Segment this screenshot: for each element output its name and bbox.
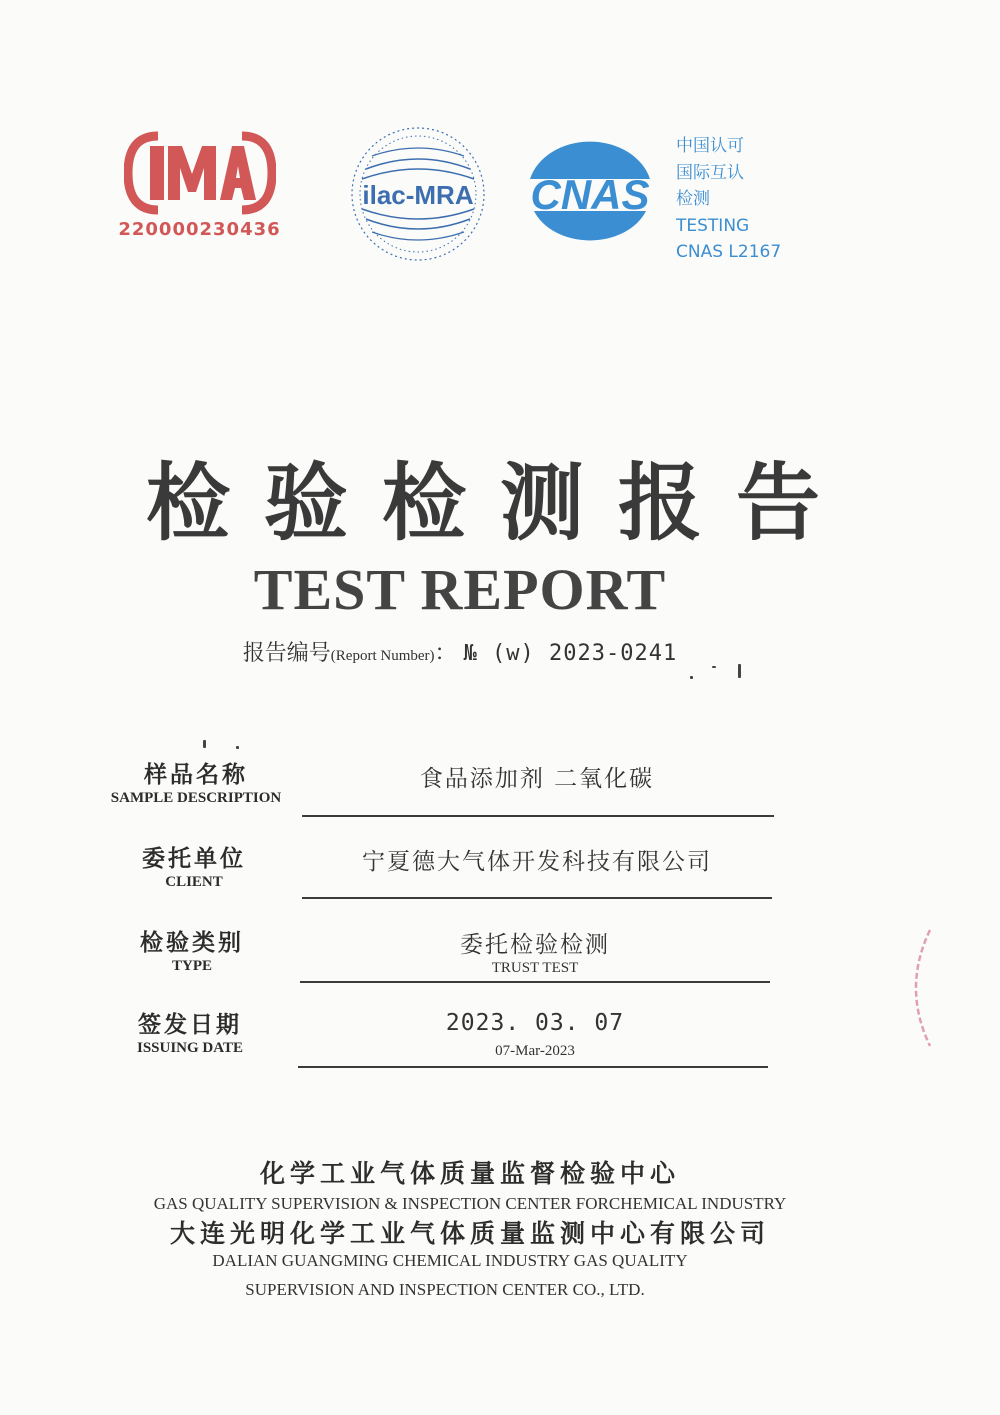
cnas-line-4: TESTING — [676, 215, 750, 236]
sample-underline — [302, 815, 774, 817]
type-value-en: TRUST TEST — [491, 960, 579, 976]
ilac-mra-logo — [348, 124, 488, 264]
issuing-date-value: 2023. 03. 07 — [445, 1010, 625, 1036]
issuing-date-value-en: 07-Mar-2023 — [495, 1043, 575, 1059]
cnas-line-1: 中国认可 — [676, 136, 744, 156]
cnas-line-3: 检测 — [676, 189, 710, 209]
title-chinese: 检验检测报告 — [145, 453, 854, 552]
report-number-label-cn: 报告编号 — [242, 641, 331, 666]
issuing-date-label-en: ISSUING DATE — [136, 1040, 243, 1056]
type-value: 委托检验检测 — [460, 932, 610, 958]
cma-logo — [124, 128, 276, 218]
cnas-mark-text: CNAS — [530, 171, 650, 218]
client-label-en: CLIENT — [165, 874, 223, 890]
footer-org2-cn: 大连光明化学工业气体质量监测中心有限公司 — [169, 1219, 770, 1248]
cma-certificate-number: 220000230436 — [118, 219, 281, 240]
footer-org2-en-line1: DALIAN GUANGMING CHEMICAL INDUSTRY GAS QUALITY — [212, 1251, 688, 1270]
scan-speck — [738, 664, 741, 678]
issuing-date-label-cn: 签发日期 — [138, 1011, 242, 1038]
type-underline — [300, 981, 770, 983]
cnas-line-2: 国际互认 — [676, 162, 744, 183]
scan-speck — [712, 666, 716, 668]
report-number-label-en: (Report Number) — [330, 648, 435, 664]
ilac-mark-text: ilac-MRA — [362, 180, 474, 210]
client-value: 宁夏德大气体开发科技有限公司 — [362, 849, 712, 875]
issuing-date-underline — [298, 1066, 768, 1068]
cnas-line-5: CNAS L2167 — [676, 242, 782, 262]
report-number-row — [0, 636, 920, 667]
footer-org1-cn: 化学工业气体质量监督检验中心 — [259, 1159, 680, 1188]
scan-speck — [203, 740, 206, 748]
sample-value: 食品添加剂 二氧化碳 — [419, 766, 655, 792]
type-label-cn: 检验类别 — [140, 929, 244, 956]
title-english: TEST REPORT — [253, 557, 667, 622]
report-number-value: № (w) 2023-0241 — [463, 641, 678, 666]
scan-speck — [236, 746, 239, 749]
client-underline — [302, 897, 772, 899]
scan-speck — [690, 676, 693, 679]
cnas-logo — [510, 133, 670, 253]
client-label-cn: 委托单位 — [142, 845, 246, 872]
report-number-colon: ： — [434, 641, 457, 666]
cnas-accreditation-text — [676, 133, 806, 266]
sample-label-cn: 样品名称 — [144, 761, 248, 788]
sample-label-en: SAMPLE DESCRIPTION — [110, 790, 282, 806]
red-stamp-edge — [900, 928, 940, 1048]
footer-org1-en: GAS QUALITY SUPERVISION & INSPECTION CENTER FORCHEMICAL INDUSTRY — [153, 1194, 787, 1213]
footer-org2-en-line2: SUPERVISION AND INSPECTION CENTER CO., LTD. — [245, 1280, 645, 1299]
type-label-en: TYPE — [171, 958, 212, 974]
